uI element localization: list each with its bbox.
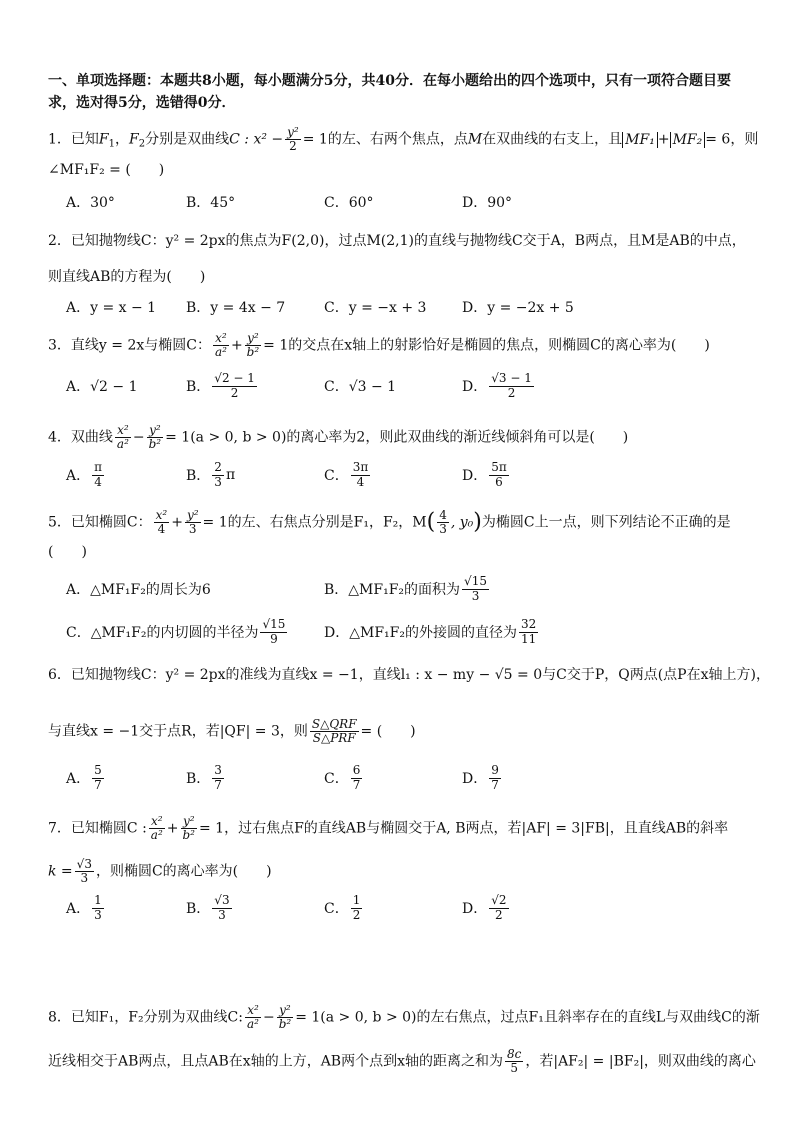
q6-option-c[interactable] (324, 758, 364, 798)
q8-text: 8．已知F₁，F₂分别为双曲线C: (48, 1009, 243, 1026)
q7-frac-x (149, 815, 165, 842)
q1-sep: ， (115, 131, 130, 148)
q3-option-b-num: √2 − 1 (214, 371, 255, 386)
q5-option-c-text: C．△MF₁F₂的内切圆的半径为 (66, 625, 259, 641)
q4-frac-y-num: y² (149, 423, 161, 437)
q5-option-d-num: 32 (520, 617, 537, 632)
q4-option-c[interactable] (324, 455, 372, 495)
q6-text-2: 与直线x = −1交于点R，若|QF| = 3，则 (48, 723, 308, 740)
q6-option-b-num: 3 (214, 763, 222, 778)
q5-frac-m-den: 3 (439, 522, 447, 537)
q1-option-a[interactable]: A．30° (66, 195, 115, 211)
q4-option-c-num: 3π (352, 460, 369, 475)
q5-option-c-den: 9 (270, 631, 278, 646)
q3-text: 3．直线y = 2x与椭圆C： (48, 337, 211, 354)
q6-option-c-frac (351, 764, 363, 791)
question-1-options (66, 182, 753, 222)
q6-option-d-label: D． (462, 771, 488, 787)
q1-option-d[interactable]: D．90° (462, 195, 513, 211)
question-5-line-2: ( ) (48, 544, 87, 560)
q2-option-c[interactable]: C．y = −x + 3 (324, 300, 427, 316)
q5-m-y0: , y₀ (450, 514, 474, 531)
question-7-line-1 (48, 815, 753, 842)
q7-option-a-label: A． (66, 901, 91, 917)
q1-text: 1．已知 (48, 131, 99, 148)
q4-option-b-pi: π (225, 467, 236, 483)
q3-option-b[interactable] (186, 366, 259, 406)
q1-f1: F (98, 131, 109, 148)
q7-option-b-label: B． (186, 901, 211, 917)
q1-curve: C : x² − (229, 131, 284, 148)
q1-plus: + (657, 131, 670, 148)
q7-text-3: ，则椭圆C的离心率为( ) (95, 863, 272, 880)
q5-option-b-frac (462, 575, 489, 602)
question-2-line-2: 则直线AB的方程为( ) (48, 269, 206, 285)
q4-option-a[interactable] (66, 455, 106, 495)
q4-text: 4．双曲线 (48, 429, 113, 446)
question-7-line-2 (48, 858, 753, 885)
question-8-line-1 (48, 1003, 760, 1032)
q5-option-b-den: 3 (471, 588, 480, 603)
q4-frac-x-den: a² (116, 437, 129, 452)
q4-option-d-label: D． (462, 468, 488, 484)
q3-frac-y-num: y² (247, 331, 259, 345)
q2-option-b[interactable]: B．y = 4x − 7 (186, 300, 286, 316)
q1-fraction (285, 126, 301, 153)
q7-slope-label: k = (48, 863, 73, 880)
q5-frac-x-den: 4 (157, 522, 166, 537)
q5-text: 5．已知椭圆C： (48, 514, 152, 531)
q3-option-c[interactable]: C．√3 − 1 (324, 379, 397, 395)
q5-option-c-frac (260, 618, 287, 645)
question-2-options (66, 287, 753, 327)
q3-option-b-den: 2 (230, 385, 239, 400)
q4-option-a-frac (92, 461, 104, 488)
q4-option-b[interactable] (186, 455, 235, 495)
q8-text-3: 近线相交于AB两点，且点AB在x轴的上方，AB两个点到x轴的距离之和为 (48, 1053, 503, 1070)
q6-option-b[interactable] (186, 758, 226, 798)
q8-frac-x (245, 1004, 261, 1031)
q4-option-a-label: A． (66, 468, 91, 484)
q6-option-a[interactable] (66, 758, 106, 798)
question-3-line-1 (48, 332, 753, 359)
q5-frac-y-num: y² (186, 508, 199, 522)
q5-frac-m (437, 509, 449, 536)
question-4-options (66, 455, 753, 495)
q4-frac-x-num: x² (117, 423, 129, 437)
q5-frac-m-num: 4 (439, 508, 447, 522)
q3-option-d[interactable] (462, 366, 536, 406)
q1-text-5: = 6，则 (705, 131, 759, 148)
q7-option-c-label: C． (324, 901, 349, 917)
q5-frac-x (154, 509, 170, 536)
q4-option-b-num: 2 (214, 460, 222, 475)
q4-option-d-num: 5π (491, 460, 507, 475)
q4-option-c-frac (351, 461, 371, 488)
q3-option-d-den: 2 (507, 385, 516, 400)
q5-text-2: = 1的左、右焦点分别是F₁，F₂，M (202, 514, 427, 531)
q4-option-b-label: B． (186, 468, 211, 484)
q3-frac-y (245, 332, 262, 359)
q6-option-d-frac (489, 764, 501, 791)
q4-frac-x (115, 424, 131, 451)
q5-option-d-text: D．△MF₁F₂的外接圆的直径为 (324, 625, 517, 641)
q7-option-a-num: 1 (94, 893, 102, 908)
q7-option-d-num: √2 (491, 893, 507, 908)
q4-option-c-den: 4 (356, 474, 365, 489)
q4-option-b-den: 3 (214, 474, 222, 489)
q3-frac-x-num: x² (215, 331, 227, 345)
q5-frac-x-num: x² (155, 508, 168, 522)
q7-option-b[interactable] (186, 888, 234, 928)
question-8-line-2 (48, 1047, 756, 1076)
q7-plus: + (166, 820, 179, 837)
q7-slope-frac (75, 858, 94, 885)
q5-option-d-frac (519, 618, 538, 645)
q8-distance-frac (505, 1048, 523, 1075)
q5-frac-y-den: 3 (188, 522, 197, 537)
q8-frac-x-num: x² (247, 1003, 259, 1017)
q7-option-d-frac (489, 894, 508, 921)
q7-option-c[interactable] (324, 888, 364, 928)
q3-option-a[interactable]: A．√2 − 1 (66, 379, 138, 395)
q3-option-b-frac (212, 372, 257, 399)
q7-option-b-den: 3 (218, 907, 226, 922)
question-5-line-1: 5．已知椭圆C： $\frac{\text{x²}}{4}$ + $\frac{\text{y²}}{3}$ = 1的左、右焦点分别是F₁，F₂，M( $\frac{4}{3}$ , y₀)为椭圆C上一点，则下列结论不正确的是 (48, 508, 731, 537)
q1-m: M (467, 131, 483, 148)
q4-option-a-num: π (94, 460, 103, 475)
q6-option-d-den: 7 (491, 777, 499, 792)
q6-area-den: S△PRF (312, 731, 356, 746)
q3-frac-x (213, 332, 229, 359)
q2-option-a[interactable]: A．y = x − 1 (66, 300, 157, 316)
q6-area-num: S△QRF (311, 717, 357, 731)
q8-text-4: ，若|AF₂| = |BF₂|，则双曲线的离心 (525, 1053, 756, 1070)
q6-option-d-num: 9 (491, 763, 499, 778)
question-3-options (66, 366, 753, 406)
q3-text-2: = 1的交点在x轴上的射影恰好是椭圆的焦点，则椭圆C的离心率为( ) (263, 337, 710, 354)
q5-option-d[interactable] (324, 612, 540, 652)
q8-text-2: = 1(a > 0, b > 0)的左右焦点，过点F₁且斜率存在的直线L与双曲线C的渐 (295, 1009, 760, 1026)
q6-option-b-den: 7 (214, 777, 222, 792)
q3-option-d-label: D． (462, 379, 488, 395)
question-4-line-1 (48, 424, 753, 451)
q4-option-d[interactable] (462, 455, 511, 495)
q5-option-b[interactable] (324, 569, 491, 609)
q4-option-c-label: C． (324, 468, 349, 484)
q3-frac-x-den: a² (214, 345, 227, 360)
q7-option-c-frac (351, 894, 363, 921)
q6-text-3: = ( ) (360, 723, 416, 740)
q6-option-c-den: 7 (352, 777, 361, 792)
q6-option-c-label: C． (324, 771, 349, 787)
q4-option-d-den: 6 (495, 474, 503, 489)
q7-frac-x-num: x² (150, 814, 163, 828)
q1-option-c[interactable]: C．60° (324, 195, 374, 211)
q8-distance-den: 5 (510, 1061, 518, 1076)
q7-slope-den: 3 (80, 871, 89, 886)
q3-plus: + (230, 337, 243, 354)
q7-option-b-num: √3 (214, 893, 230, 908)
q1-text-4: 在双曲线的右支上，且 (482, 131, 623, 148)
q3-frac-y-den: b² (246, 345, 260, 360)
q7-text-2: = 1，过右焦点F的直线AB与椭圆交于A, B两点，若|AF| = 3|FB|，且直线AB的斜率 (199, 820, 729, 837)
q1-abs-1: MF₁ (622, 132, 658, 148)
q1-text-2: 分别是双曲线 (145, 131, 230, 148)
q7-option-a-frac (92, 894, 104, 921)
q4-text-2: = 1(a > 0, b > 0)的离心率为2，则此双曲线的渐近线倾斜角可以是( ) (165, 429, 629, 446)
q7-option-a[interactable] (66, 888, 106, 928)
q7-option-b-frac (212, 894, 231, 921)
q4-option-a-den: 4 (94, 474, 102, 489)
question-5-options-row-1 (66, 569, 753, 609)
q7-option-d[interactable] (462, 888, 511, 928)
q4-frac-y (147, 424, 164, 451)
q8-distance-num: 8c (507, 1047, 522, 1061)
question-6-line-2 (48, 718, 753, 745)
q4-frac-y-den: b² (148, 437, 162, 452)
q7-option-d-label: D． (462, 901, 488, 917)
q6-option-a-label: A． (66, 771, 91, 787)
q7-text: 7．已知椭圆C : (48, 820, 147, 837)
q5-plus: + (171, 514, 183, 531)
q6-option-a-den: 7 (94, 777, 102, 792)
question-2-line-1: 2．已知抛物线C：y² = 2px的焦点为F(2,0)，过点M(2,1)的直线与抛物线C交于A，B两点，且M是AB的中点， (48, 233, 746, 249)
question-7-options (66, 888, 753, 928)
q7-frac-y (181, 815, 198, 842)
q5-option-d-den: 11 (520, 631, 537, 646)
q5-option-b-num: √15 (464, 574, 487, 589)
question-1-line-1: 1．已知$F_1$，$F_2$分别是双曲线C : x² − $\frac{\text{y²}}{2}$ = 1的左、右两个焦点，点M在双曲线的右支上，且 MF₁ + MF₂ = 6，则 (48, 125, 759, 154)
question-1-line-2: ∠MF₁F₂ = ( ) (48, 162, 165, 178)
q1-f2: F (129, 131, 139, 148)
q6-option-b-frac (212, 764, 224, 791)
q5-option-c[interactable] (66, 612, 289, 652)
q7-frac-y-num: y² (182, 814, 195, 828)
q4-option-d-frac (489, 461, 509, 488)
q7-option-a-den: 3 (94, 907, 102, 922)
q5-frac-y (185, 509, 201, 536)
q6-option-d[interactable] (462, 758, 503, 798)
q1-text-3: = 1的左、右两个焦点，点 (302, 131, 468, 148)
q6-option-c-num: 6 (352, 763, 361, 778)
q7-option-c-den: 2 (352, 907, 361, 922)
q3-option-d-num: √3 − 1 (491, 371, 532, 386)
q1-frac-num: y² (287, 125, 299, 139)
q7-option-d-den: 2 (495, 907, 503, 922)
q8-minus: − (262, 1009, 275, 1026)
q8-frac-x-den: a² (247, 1017, 259, 1032)
q8-frac-y (277, 1004, 294, 1031)
q3-option-b-label: B． (186, 379, 211, 395)
question-5-options-row-2 (66, 612, 753, 652)
q8-frac-y-den: b² (278, 1017, 292, 1032)
q2-option-d[interactable]: D．y = −2x + 5 (462, 300, 574, 316)
q7-slope-num: √3 (76, 857, 92, 871)
q7-frac-y-den: b² (182, 828, 195, 843)
q7-option-c-num: 1 (352, 893, 361, 908)
q4-option-b-frac (212, 461, 224, 488)
q6-option-b-label: B． (186, 771, 211, 787)
q1-option-b[interactable]: B．45° (186, 195, 236, 211)
q5-text-3: 为椭圆C上一点，则下列结论不正确的是 (481, 514, 731, 531)
q3-option-d-frac (489, 372, 534, 399)
section-heading-cont: 求，选对得5分，选错得0分． (48, 95, 236, 111)
q1-frac-den: 2 (289, 139, 297, 154)
q6-option-a-num: 5 (94, 763, 102, 778)
question-6-line-1: 6．已知抛物线C：y² = 2px的准线为直线x = −1，直线l₁ : x − my − √5 = 0与C交于P，Q两点(点P在x轴上方)， (48, 667, 770, 683)
q1-abs-2: MF₂ (670, 132, 706, 148)
q6-area-ratio (310, 718, 359, 745)
section-heading: 一、单项选择题：本题共8小题，每小题满分5分，共40分．在每小题给出的四个选项中，只有一项符合题目要 (48, 73, 731, 89)
q5-option-a[interactable]: A．△MF₁F₂的周长为6 (66, 582, 211, 598)
q5-option-b-text: B．△MF₁F₂的面积为 (324, 582, 461, 598)
q4-minus: − (132, 429, 145, 446)
q8-frac-y-num: y² (279, 1003, 291, 1017)
q5-option-c-num: √15 (262, 617, 286, 632)
question-6-options (66, 758, 753, 798)
q7-frac-x-den: a² (150, 828, 163, 843)
q6-option-a-frac (92, 764, 104, 791)
